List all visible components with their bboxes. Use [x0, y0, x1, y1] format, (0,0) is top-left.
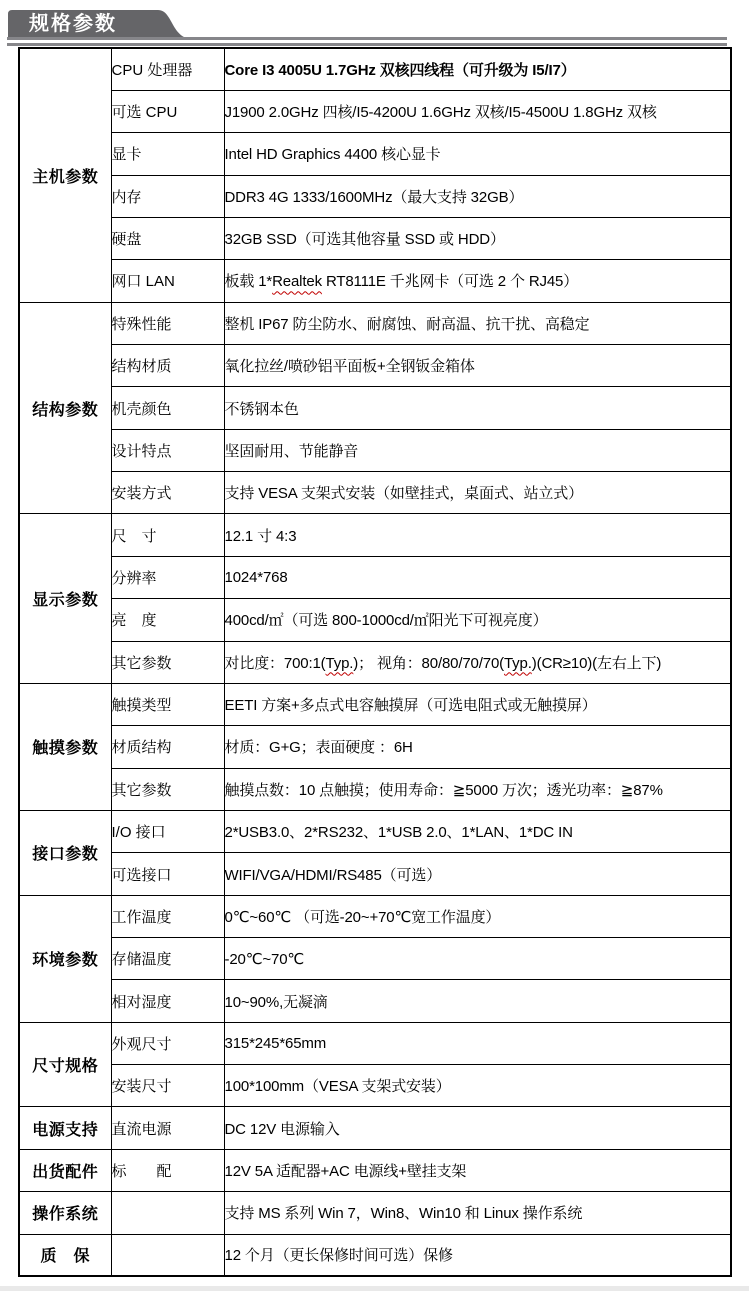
misspelled-text: Typ. [504, 654, 532, 672]
label-cell: I/O 接口 [111, 810, 224, 852]
category-cell: 出货配件 [19, 1149, 111, 1191]
label-cell: 直流电源 [111, 1107, 224, 1149]
value-cell: 0℃~60℃ （可选-20~+70℃宽工作温度） [224, 895, 731, 937]
misspelled-text: Typ. [325, 654, 354, 672]
value-cell: 不锈钢本色 [224, 387, 731, 429]
table-row [19, 472, 731, 514]
category-cell: 触摸参数 [19, 683, 111, 810]
category-cell: 电源支持 [19, 1107, 111, 1149]
table-row [19, 1234, 731, 1276]
value-cell: 触摸点数：10 点触摸；使用寿命：≧5000 万次；透光功率：≧87% [224, 768, 731, 810]
label-cell: CPU 处理器 [111, 48, 224, 90]
value-text: RT8111E 千兆网卡（可选 2 个 RJ45） [321, 273, 579, 291]
value-cell: 支持 MS 系列 Win 7，Win8、Win10 和 Linux 操作系统 [224, 1192, 731, 1234]
spec-table-body [19, 48, 731, 1276]
table-row [19, 429, 731, 471]
value-cell: DC 12V 电源输入 [224, 1107, 731, 1149]
value-text: )(CR≥10)(左右上下) [531, 654, 662, 672]
table-row [19, 683, 731, 725]
table-row [19, 1107, 731, 1149]
value-cell: EETI 方案+多点式电容触摸屏（可选电阻式或无触摸屏） [224, 683, 731, 725]
value-cell: DDR3 4G 1333/1600MHz（最大支持 32GB） [224, 175, 731, 217]
table-row [19, 641, 731, 683]
table-row [19, 853, 731, 895]
table-row [19, 768, 731, 810]
value-cell: WIFI/VGA/HDMI/RS485（可选） [224, 853, 731, 895]
category-cell: 操作系统 [19, 1192, 111, 1234]
divider-line-top [7, 37, 727, 40]
table-row [19, 217, 731, 259]
value-cell: 材质：G+G；表面硬度 ：6H [224, 726, 731, 768]
label-cell: 其它参数 [111, 641, 224, 683]
value-cell: 100*100mm（VESA 支架式安装） [224, 1065, 731, 1107]
value-cell [224, 641, 731, 683]
value-cell: 12V 5A 适配器+AC 电源线+壁挂支架 [224, 1149, 731, 1191]
table-row [19, 980, 731, 1022]
value-cell: 支持 VESA 支架式安装（如壁挂式，桌面式、站立式） [224, 472, 731, 514]
misspelled-text: Realtek [272, 273, 322, 291]
value-cell: 坚固耐用、节能静音 [224, 429, 731, 471]
table-row [19, 1149, 731, 1191]
value-cell: 12 个月（更长保修时间可选）保修 [224, 1234, 731, 1276]
table-row [19, 938, 731, 980]
label-cell: 可选 CPU [111, 90, 224, 132]
label-cell: 安装方式 [111, 472, 224, 514]
label-cell: 显卡 [111, 133, 224, 175]
table-row [19, 1022, 731, 1064]
value-cell: J1900 2.0GHz 四核/I5-4200U 1.6GHz 双核/I5-4500U 1.8GHz 双核 [224, 90, 731, 132]
category-cell: 显示参数 [19, 514, 111, 683]
category-cell: 环境参数 [19, 895, 111, 1022]
table-row [19, 175, 731, 217]
label-cell: 安装尺寸 [111, 1065, 224, 1107]
label-cell: 硬盘 [111, 217, 224, 259]
label-cell: 外观尺寸 [111, 1022, 224, 1064]
label-cell: 相对湿度 [111, 980, 224, 1022]
label-cell: 存储温度 [111, 938, 224, 980]
divider-line-bottom [7, 43, 727, 46]
label-cell: 触摸类型 [111, 683, 224, 725]
value-cell: 315*245*65mm [224, 1022, 731, 1064]
table-row [19, 345, 731, 387]
value-cell: Intel HD Graphics 4400 核心显卡 [224, 133, 731, 175]
value-text: )； 视角：80/80/70/70( [353, 654, 504, 672]
category-cell: 尺寸规格 [19, 1022, 111, 1107]
value-cell: 10~90%,无凝滴 [224, 980, 731, 1022]
table-row [19, 895, 731, 937]
table-row [19, 387, 731, 429]
value-cell: -20℃~70℃ [224, 938, 731, 980]
footer-strip [0, 1286, 749, 1291]
value-cell: 氧化拉丝/喷砂铝平面板+全钢钣金箱体 [224, 345, 731, 387]
label-cell [111, 1192, 224, 1234]
category-cell: 主机参数 [19, 48, 111, 302]
table-row [19, 1065, 731, 1107]
label-cell: 结构材质 [111, 345, 224, 387]
value-cell: 400cd/㎡（可选 800-1000cd/㎡阳光下可视亮度） [224, 599, 731, 641]
value-cell: 1024*768 [224, 556, 731, 598]
value-cell [224, 260, 731, 302]
value-cell: 12.1 寸 4:3 [224, 514, 731, 556]
label-cell: 标 配 [111, 1149, 224, 1191]
value-cell: 2*USB3.0、2*RS232、1*USB 2.0、1*LAN、1*DC IN [224, 810, 731, 852]
value-text: 板载 1* [224, 273, 273, 291]
value-cell: 32GB SSD（可选其他容量 SSD 或 HDD） [224, 217, 731, 259]
table-row [19, 302, 731, 344]
table-row [19, 556, 731, 598]
category-cell: 接口参数 [19, 810, 111, 895]
value-text: 对比度：700:1( [224, 654, 326, 672]
label-cell [111, 1234, 224, 1276]
label-cell: 设计特点 [111, 429, 224, 471]
label-cell: 网口 LAN [111, 260, 224, 302]
table-row [19, 48, 731, 90]
label-cell: 工作温度 [111, 895, 224, 937]
category-cell: 结构参数 [19, 302, 111, 514]
label-cell: 尺 寸 [111, 514, 224, 556]
table-row [19, 1192, 731, 1234]
label-cell: 可选接口 [111, 853, 224, 895]
section-header-tab [8, 10, 194, 39]
table-row [19, 810, 731, 852]
table-row [19, 260, 731, 302]
table-row [19, 90, 731, 132]
label-cell: 机壳颜色 [111, 387, 224, 429]
page-title: 规格参数 [29, 13, 117, 35]
label-cell: 材质结构 [111, 726, 224, 768]
label-cell: 亮 度 [111, 599, 224, 641]
label-cell: 内存 [111, 175, 224, 217]
table-row [19, 599, 731, 641]
spec-table [18, 47, 732, 1277]
table-row [19, 514, 731, 556]
label-cell: 特殊性能 [111, 302, 224, 344]
category-cell: 质 保 [19, 1234, 111, 1276]
value-cell: 整机 IP67 防尘防水、耐腐蚀、耐高温、抗干扰、高稳定 [224, 302, 731, 344]
table-row [19, 133, 731, 175]
label-cell: 其它参数 [111, 768, 224, 810]
table-row [19, 726, 731, 768]
label-cell: 分辨率 [111, 556, 224, 598]
value-cell: Core I3 4005U 1.7GHz 双核四线程（可升级为 I5/I7） [224, 48, 731, 90]
